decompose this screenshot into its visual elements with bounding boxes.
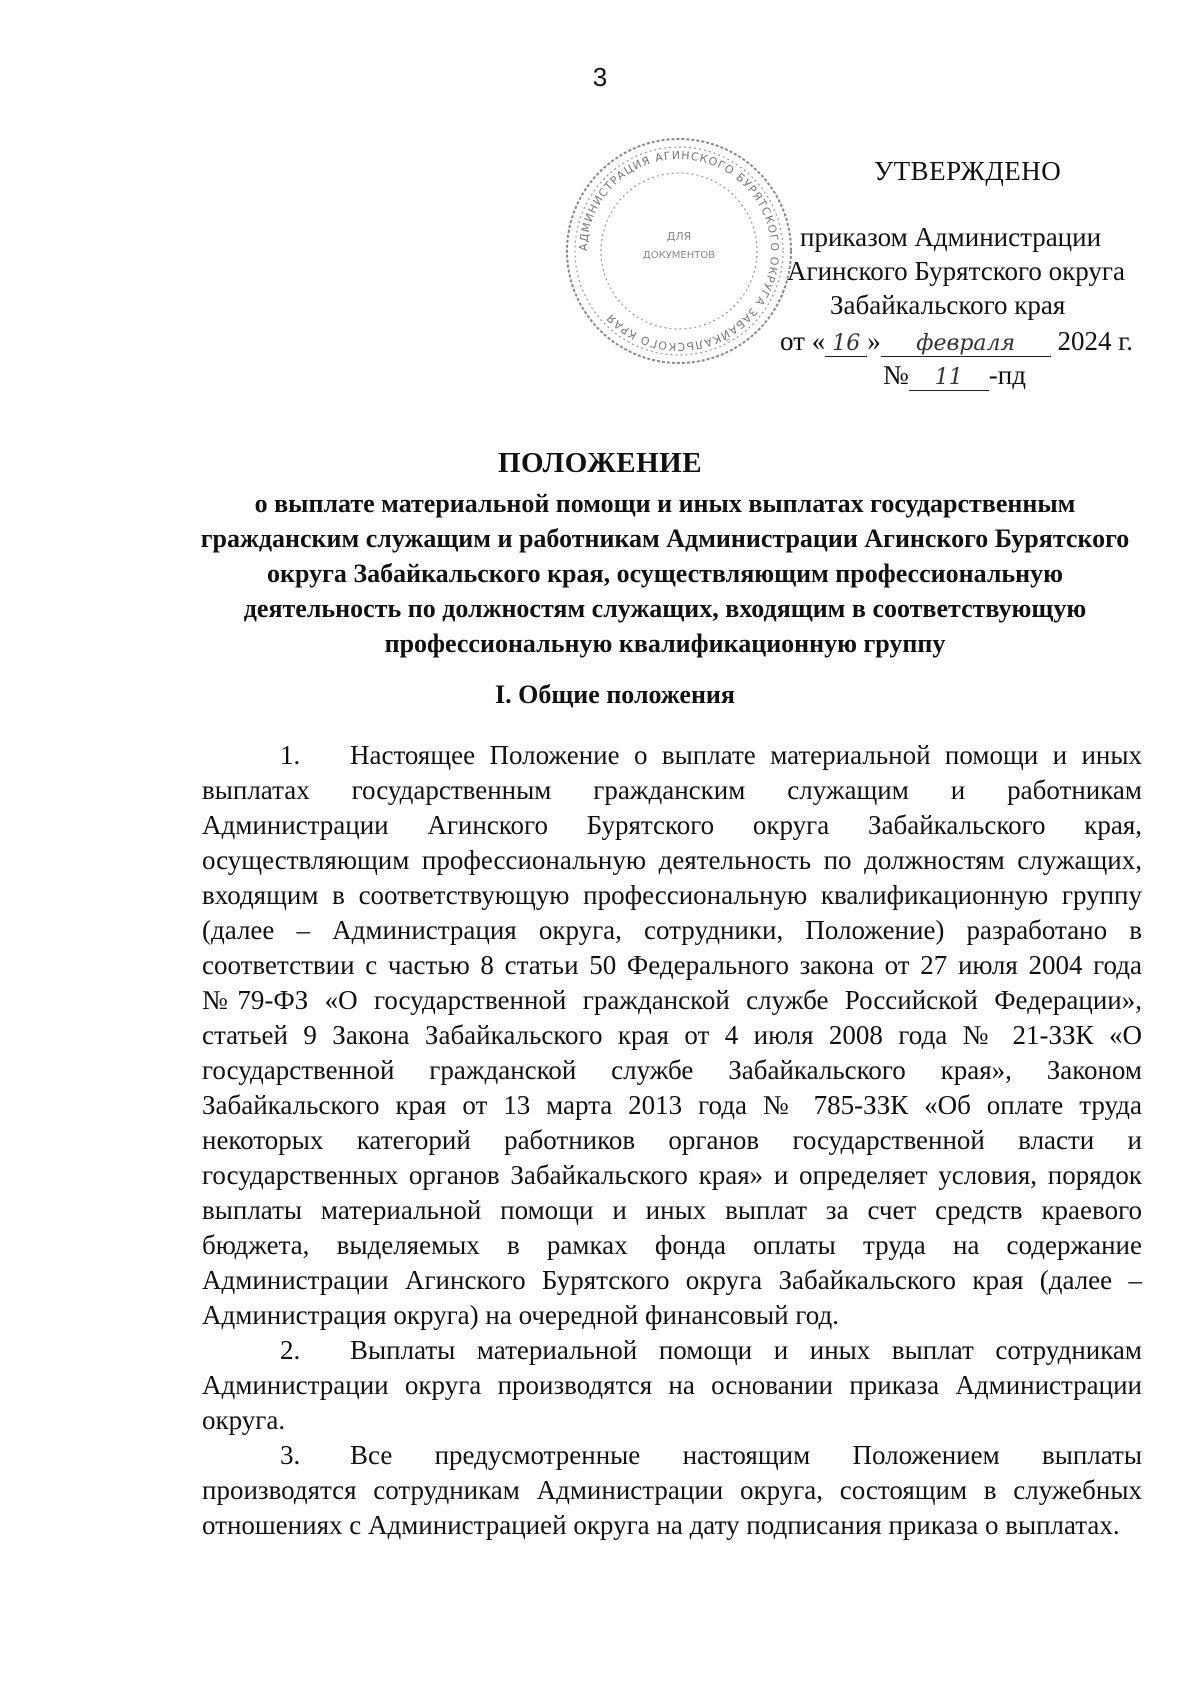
number-suffix: -пд xyxy=(988,360,1026,390)
approval-number-line xyxy=(883,360,1026,391)
paragraph-1 xyxy=(202,738,1142,1333)
official-stamp xyxy=(560,132,798,370)
date-mid: » xyxy=(867,326,881,356)
number-handwritten: 11 xyxy=(909,365,989,391)
approval-line-2: Агинского Бурятского округа xyxy=(787,256,1125,286)
stamp-center-line1: ДЛЯ xyxy=(666,230,692,243)
approval-line-3: Забайкальского края xyxy=(830,290,1066,320)
paragraph-number: 2. xyxy=(280,1335,301,1365)
date-year: 2024 г. xyxy=(1057,326,1133,356)
paragraph-text: Все предусмотренные настоящим Положением выплаты производятся сотрудникам Администрации округа, состоящим в служебных отношениях с Администрацией округа на дату подписания приказа о выплатах. xyxy=(202,1440,1142,1540)
document-title: ПОЛОЖЕНИЕ xyxy=(497,447,703,479)
date-month-handwritten: февраля xyxy=(881,331,1051,357)
date-prefix: от « xyxy=(780,326,826,356)
approval-title: УТВЕРЖДЕНО xyxy=(874,156,1062,186)
approval-line-1: приказом Администрации xyxy=(800,222,1102,252)
paragraph-text: Выплаты материальной помощи и иных выплат сотрудникам Администрации округа производятся на основании приказа Администрации округа. xyxy=(202,1335,1142,1435)
paragraph-text: Настоящее Положение о выплате материальной помощи и иных выплатах государственным гражданским служащим и работникам Администрации Агинского Бурятского округа Забайкальского края, осуществляющим профессиональную деятельность по должностям служащих, входящим в соответствующую профессиональную квалификационную группу (далее – Администрация округа, сотрудники, Положение) разработано в соответствии с частью 8 статьи 50 Федерального закона от 27 июля 2004 года №79-ФЗ «О государственной гражданской службе Российской Федерации», статьей 9 Закона Забайкальского края от 4 июля 2008 года № 21-ЗЗК «О государственной гражданской службе Забайкальского края», Законом Забайкальского края от 13 марта 2013 года № 785-ЗЗК «Об оплате труда некоторых категорий работников органов государственной власти и государственных органов Забайкальского края» и определяет условия, порядок выплаты материальной помощи и иных выплат за счет средств краевого бюджета, выделяемых в рамках фонда оплаты труда на содержание Администрации Агинского Бурятского округа Забайкальского края (далее – Администрация округа) на очередной финансовый год. xyxy=(202,740,1142,1330)
date-day-handwritten: 16 xyxy=(825,331,867,357)
paragraph-number: 3. xyxy=(280,1440,301,1470)
stamp-center-line2: ДОКУМЕНТОВ xyxy=(642,250,716,261)
approval-date-line xyxy=(780,326,1133,357)
document-body xyxy=(202,738,1142,1543)
document-subtitle: о выплате материальной помощи и иных выплатах государственным гражданским служащим и работникам Администрации Агинского Бурятского округа Забайкальского края, осуществляющим профессиональную деятельность по должностям служащих, входящим в соответствующую профессиональную квалификационную группу xyxy=(200,489,1130,658)
paragraph-2 xyxy=(202,1333,1142,1438)
paragraph-3 xyxy=(202,1438,1142,1543)
number-prefix: № xyxy=(883,360,909,390)
page-number: 3 xyxy=(592,62,608,92)
section-heading: I. Общие положения xyxy=(495,680,735,709)
paragraph-number: 1. xyxy=(280,740,301,770)
stamp-ring-text: АДМИНИСТРАЦИЯ АГИНСКОГО БУРЯТСКОГО ОКРУГА ЗАБАЙКАЛЬСКОГО КРАЯ xyxy=(576,148,782,354)
